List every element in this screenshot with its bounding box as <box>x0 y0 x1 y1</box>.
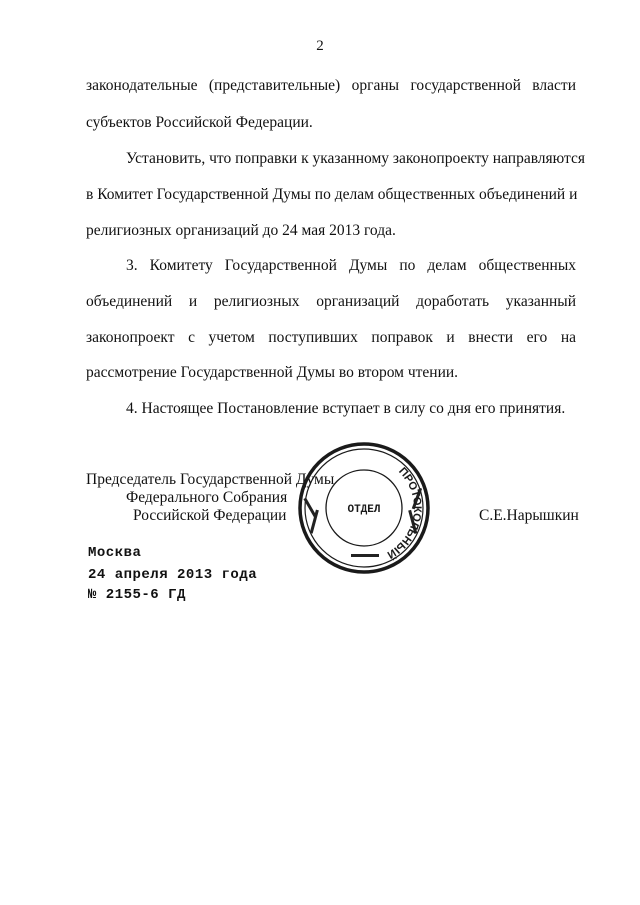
signer-title-line3: Российской Федерации <box>133 507 287 524</box>
body-line: субъектов Российской Федерации. <box>86 114 313 131</box>
body-line: законопроект с учетом поступивших поправок и внести его на <box>86 329 576 346</box>
signer-title-line2: Федерального Собрания <box>126 489 288 506</box>
official-stamp <box>296 440 432 576</box>
date: 24 апреля 2013 года <box>88 567 258 583</box>
body-line: объединений и религиозных организаций доработать указанный <box>86 293 576 310</box>
document-number: № 2155-6 ГД <box>88 587 186 603</box>
body-line: религиозных организаций до 24 мая 2013 года. <box>86 222 396 239</box>
body-line: 3. Комитету Государственной Думы по делам общественных <box>126 257 576 274</box>
stamp-ring-text: ПРОТОКОЛЬНЫЙ <box>384 465 424 561</box>
body-line: 4. Настоящее Постановление вступает в силу со дня его принятия. <box>126 400 566 417</box>
signer-name: С.Е.Нарышкин <box>479 507 579 524</box>
body-line: рассмотрение Государственной Думы во втором чтении. <box>86 364 459 381</box>
signer-title-line1: Председатель Государственной Думы <box>86 471 335 488</box>
body-line: в Комитет Государственной Думы по делам общественных объединений и <box>86 186 578 203</box>
body-line: законодательные (представительные) органы государственной власти <box>86 77 576 94</box>
body-line: Установить, что поправки к указанному законопроекту направляются <box>126 150 586 167</box>
city: Москва <box>88 545 142 561</box>
stamp-center-text: ОТДЕЛ <box>347 504 381 516</box>
page-number: 2 <box>316 38 324 54</box>
